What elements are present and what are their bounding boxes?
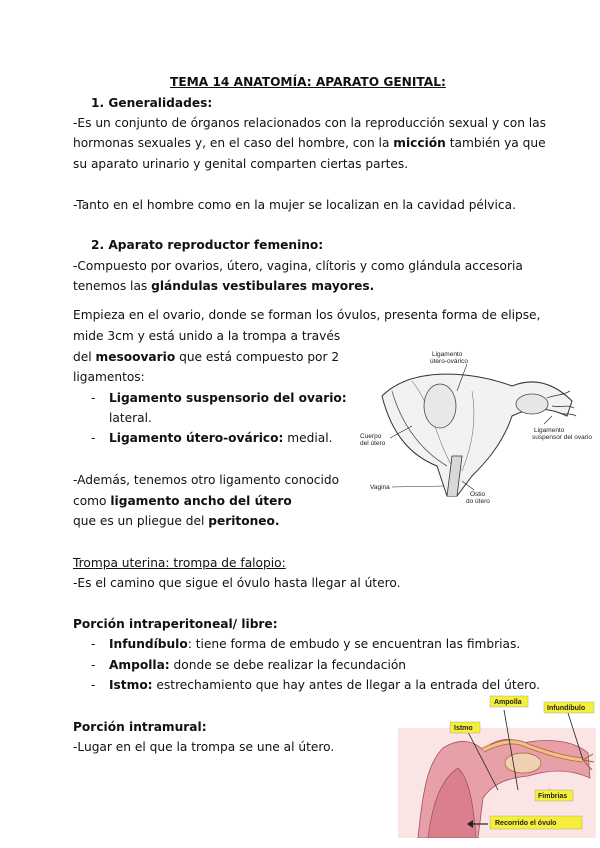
- paragraph-line: -Además, tenemos otro ligamento conocido: [73, 473, 340, 487]
- label-ligamento-utero-ovarico: Ligamento: [432, 351, 463, 358]
- label-cuerpo: Cuerpo: [360, 433, 382, 440]
- label-recorrido-ovulo: Recorrido el óvulo: [495, 820, 557, 827]
- label-fimbrias: Fimbrias: [538, 793, 568, 800]
- paragraph-line: Empieza en el ovario, donde se forman los óvulos, presenta forma de elipse,: [73, 308, 541, 322]
- page-title: TEMA 14 ANATOMÍA: APARATO GENITAL:: [170, 75, 446, 89]
- label-ampolla: Ampolla: [494, 699, 522, 706]
- bullet-ampolla: Ampolla: donde se debe realizar la fecundación: [109, 658, 407, 672]
- paragraph-line: su aparato urinario y genital comparten ciertas partes.: [73, 157, 409, 171]
- bullet-dash: -: [91, 678, 96, 692]
- bullet-istmo: Istmo: estrechamiento que hay antes de llegar a la entrada del útero.: [109, 678, 541, 692]
- bullet-dash: -: [91, 658, 96, 672]
- label-infundibulo: Infundíbulo: [547, 705, 586, 712]
- paragraph-line: -Es un conjunto de órganos relacionados con la reproducción sexual y con las: [73, 116, 546, 130]
- heading-porcion-intramural: Porción intramural:: [73, 720, 207, 734]
- bullet-dash: -: [91, 431, 96, 445]
- label-vagina: Vagina: [370, 484, 390, 491]
- bullet-lig-utero-ovarico: Ligamento útero-ovárico: medial.: [109, 431, 333, 445]
- paragraph-line: mide 3cm y está unido a la trompa a través: [73, 329, 341, 343]
- paragraph-line: hormonas sexuales y, en el caso del hombre, con la micción también ya que: [73, 136, 546, 150]
- bullet-continuation: lateral.: [109, 411, 152, 425]
- paragraph-line: -Es el camino que sigue el óvulo hasta llegar al útero.: [73, 576, 401, 590]
- paragraph-line: tenemos las glándulas vestibulares mayores.: [73, 279, 375, 293]
- paragraph-line: como ligamento ancho del útero: [73, 494, 292, 508]
- heading-generalidades: 1. Generalidades:: [91, 96, 213, 110]
- fallopian-tube-illustration: [398, 688, 596, 838]
- label-ligamento-suspensor: Ligamento: [534, 427, 565, 434]
- bullet-dash: -: [91, 391, 96, 405]
- heading-porcion-intraperitoneal: Porción intraperitoneal/ libre:: [73, 617, 278, 631]
- paragraph-line: del mesoovario que está compuesto por 2: [73, 350, 340, 364]
- paragraph-line: -Tanto en el hombre como en la mujer se localizan en la cavidad pélvica.: [73, 198, 516, 212]
- label-cuerpo-2: del útero: [360, 440, 386, 447]
- label-ostio-2: do útero: [466, 498, 490, 505]
- heading-trompa-uterina: Trompa uterina: trompa de falopio:: [73, 556, 286, 570]
- bullet-lig-suspensorio: Ligamento suspensorio del ovario:: [109, 391, 347, 405]
- uterus-ligaments-illustration: [352, 346, 592, 506]
- label-ligamento-utero-ovarico-2: útero-ovárico: [430, 358, 468, 365]
- bullet-dash: -: [91, 637, 96, 651]
- paragraph-line: -Compuesto por ovarios, útero, vagina, clítoris y como glándula accesoria: [73, 259, 523, 273]
- bullet-infundibulo: Infundíbulo: tiene forma de embudo y se encuentran las fimbrias.: [109, 637, 521, 651]
- label-ostio: Ostio: [470, 491, 486, 498]
- label-istmo: Istmo: [454, 725, 473, 732]
- paragraph-line: -Lugar en el que la trompa se une al útero.: [73, 740, 335, 754]
- paragraph-line: ligamentos:: [73, 370, 145, 384]
- label-ligamento-suspensor-2: suspensor del ovario: [532, 434, 592, 441]
- heading-aparato-femenino: 2. Aparato reproductor femenino:: [91, 238, 324, 252]
- paragraph-line: que es un pliegue del peritoneo.: [73, 514, 280, 528]
